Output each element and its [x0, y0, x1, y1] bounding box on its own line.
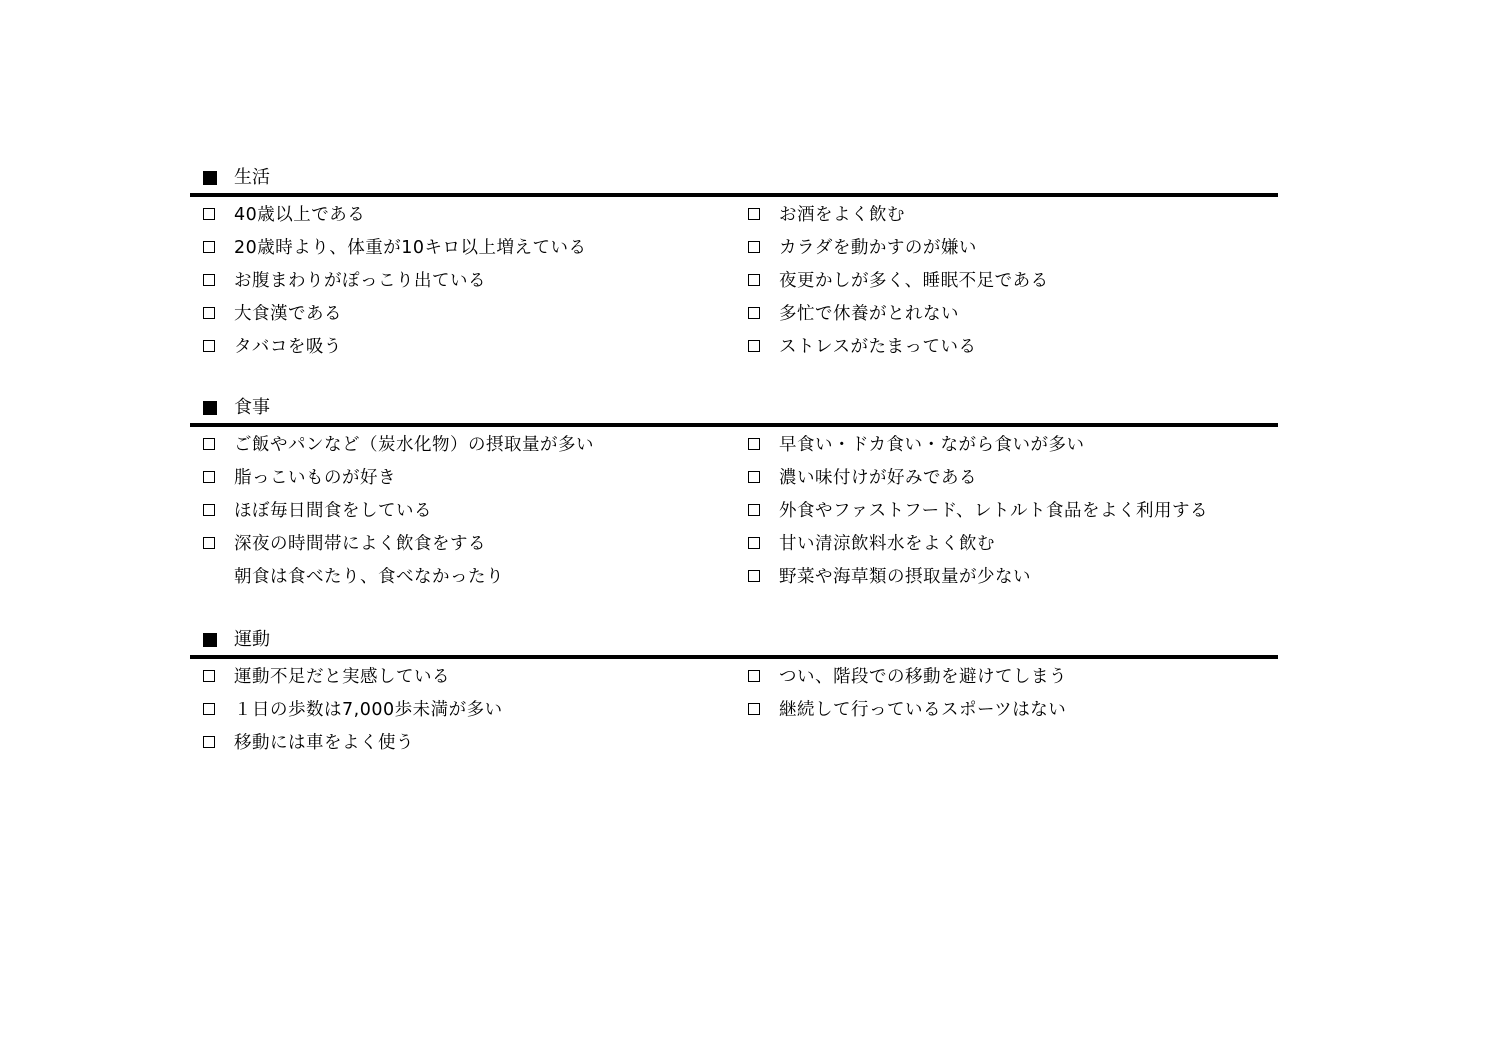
checkbox-icon[interactable] — [203, 340, 215, 352]
checklist-item — [190, 559, 735, 592]
section-header — [190, 625, 1278, 659]
checklist-items — [190, 197, 1278, 362]
checklist-item[interactable] — [190, 460, 735, 493]
checklist-item[interactable] — [735, 692, 1278, 725]
item-label: 甘い清涼飲料水をよく飲む — [779, 534, 995, 554]
checklist-item[interactable] — [735, 493, 1278, 526]
checkbox-icon[interactable] — [203, 670, 215, 682]
checkbox-icon[interactable] — [203, 471, 215, 483]
filled-square-icon — [203, 171, 217, 185]
checkbox-icon[interactable] — [748, 340, 760, 352]
checklist-item[interactable] — [190, 263, 735, 296]
checkbox-icon[interactable] — [748, 208, 760, 220]
item-label: 濃い味付けが好みである — [779, 468, 977, 488]
checklist-item[interactable] — [735, 427, 1278, 460]
checkbox-icon[interactable] — [203, 438, 215, 450]
checkbox-icon[interactable] — [748, 703, 760, 715]
item-label: 継続して行っているスポーツはない — [779, 700, 1067, 720]
section-title: 生活 — [234, 167, 270, 188]
filled-square-icon — [203, 633, 217, 647]
checklist-item[interactable] — [190, 296, 735, 329]
item-label: 脂っこいものが好き — [234, 468, 396, 488]
checkbox-icon[interactable] — [748, 471, 760, 483]
checkbox-icon[interactable] — [748, 307, 760, 319]
section-exercise — [190, 625, 1278, 758]
item-label: 多忙で休養がとれない — [779, 304, 959, 324]
checklist-item[interactable] — [735, 296, 1278, 329]
section-lifestyle — [190, 163, 1278, 362]
item-label: ご飯やパンなど（炭水化物）の摂取量が多い — [234, 435, 594, 455]
checklist-item[interactable] — [190, 493, 735, 526]
item-label: 朝食は食べたり、食べなかったり — [234, 567, 504, 587]
checklist-item[interactable] — [190, 197, 735, 230]
item-label: タバコを吸う — [234, 337, 342, 357]
item-label: 野菜や海草類の摂取量が少ない — [779, 567, 1031, 587]
checkbox-icon[interactable] — [203, 736, 215, 748]
item-label: 運動不足だと実感している — [234, 667, 450, 687]
checkbox-icon[interactable] — [748, 241, 760, 253]
checklist-item[interactable] — [735, 559, 1278, 592]
checklist-item[interactable] — [735, 197, 1278, 230]
checklist-item[interactable] — [190, 692, 735, 725]
item-label: 外食やファストフード、レトルト食品をよく利用する — [779, 501, 1209, 521]
checklist-item[interactable] — [735, 659, 1278, 692]
section-header — [190, 393, 1278, 427]
item-label: ストレスがたまっている — [779, 337, 977, 357]
checkbox-icon[interactable] — [748, 537, 760, 549]
checkbox-icon[interactable] — [203, 274, 215, 286]
item-label: 深夜の時間帯によく飲食をする — [234, 534, 486, 554]
item-label: 20歳時より、体重が10キロ以上増えている — [234, 238, 587, 258]
checklist-item[interactable] — [735, 230, 1278, 263]
checklist-item[interactable] — [190, 526, 735, 559]
checkbox-icon[interactable] — [748, 670, 760, 682]
section-diet — [190, 393, 1278, 592]
checkbox-icon[interactable] — [203, 307, 215, 319]
item-label: 夜更かしが多く、睡眠不足である — [779, 271, 1049, 291]
section-title: 運動 — [234, 629, 270, 650]
filled-square-icon — [203, 401, 217, 415]
checklist-item[interactable] — [190, 659, 735, 692]
checklist-item[interactable] — [190, 230, 735, 263]
item-label: １日の歩数は7,000歩未満が多い — [234, 700, 503, 720]
checkbox-icon[interactable] — [748, 274, 760, 286]
item-label: ほぼ毎日間食をしている — [234, 501, 432, 521]
checkbox-icon[interactable] — [748, 504, 760, 516]
item-label: 移動には車をよく使う — [234, 733, 414, 753]
section-title: 食事 — [234, 397, 270, 418]
item-label: つい、階段での移動を避けてしまう — [779, 667, 1067, 687]
item-label: お酒をよく飲む — [779, 205, 905, 225]
checkbox-icon[interactable] — [748, 438, 760, 450]
checkbox-icon[interactable] — [203, 504, 215, 516]
item-label: 40歳以上である — [234, 205, 366, 225]
checklist-item[interactable] — [735, 460, 1278, 493]
item-label: お腹まわりがぽっこり出ている — [234, 271, 486, 291]
checklist-item[interactable] — [190, 329, 735, 362]
checklist-item[interactable] — [190, 725, 735, 758]
checkbox-icon[interactable] — [203, 703, 215, 715]
checklist-items — [190, 659, 1278, 758]
checkbox-icon[interactable] — [203, 241, 215, 253]
checklist-item[interactable] — [735, 329, 1278, 362]
checklist-item[interactable] — [735, 526, 1278, 559]
section-header — [190, 163, 1278, 197]
checklist-item[interactable] — [735, 263, 1278, 296]
checkbox-icon[interactable] — [203, 537, 215, 549]
checklist-items — [190, 427, 1278, 592]
item-label: 大食漢である — [234, 304, 342, 324]
checkbox-icon[interactable] — [748, 570, 760, 582]
checklist-item[interactable] — [190, 427, 735, 460]
item-label: 早食い・ドカ食い・ながら食いが多い — [779, 435, 1085, 455]
item-label: カラダを動かすのが嫌い — [779, 238, 977, 258]
checkbox-icon[interactable] — [203, 208, 215, 220]
